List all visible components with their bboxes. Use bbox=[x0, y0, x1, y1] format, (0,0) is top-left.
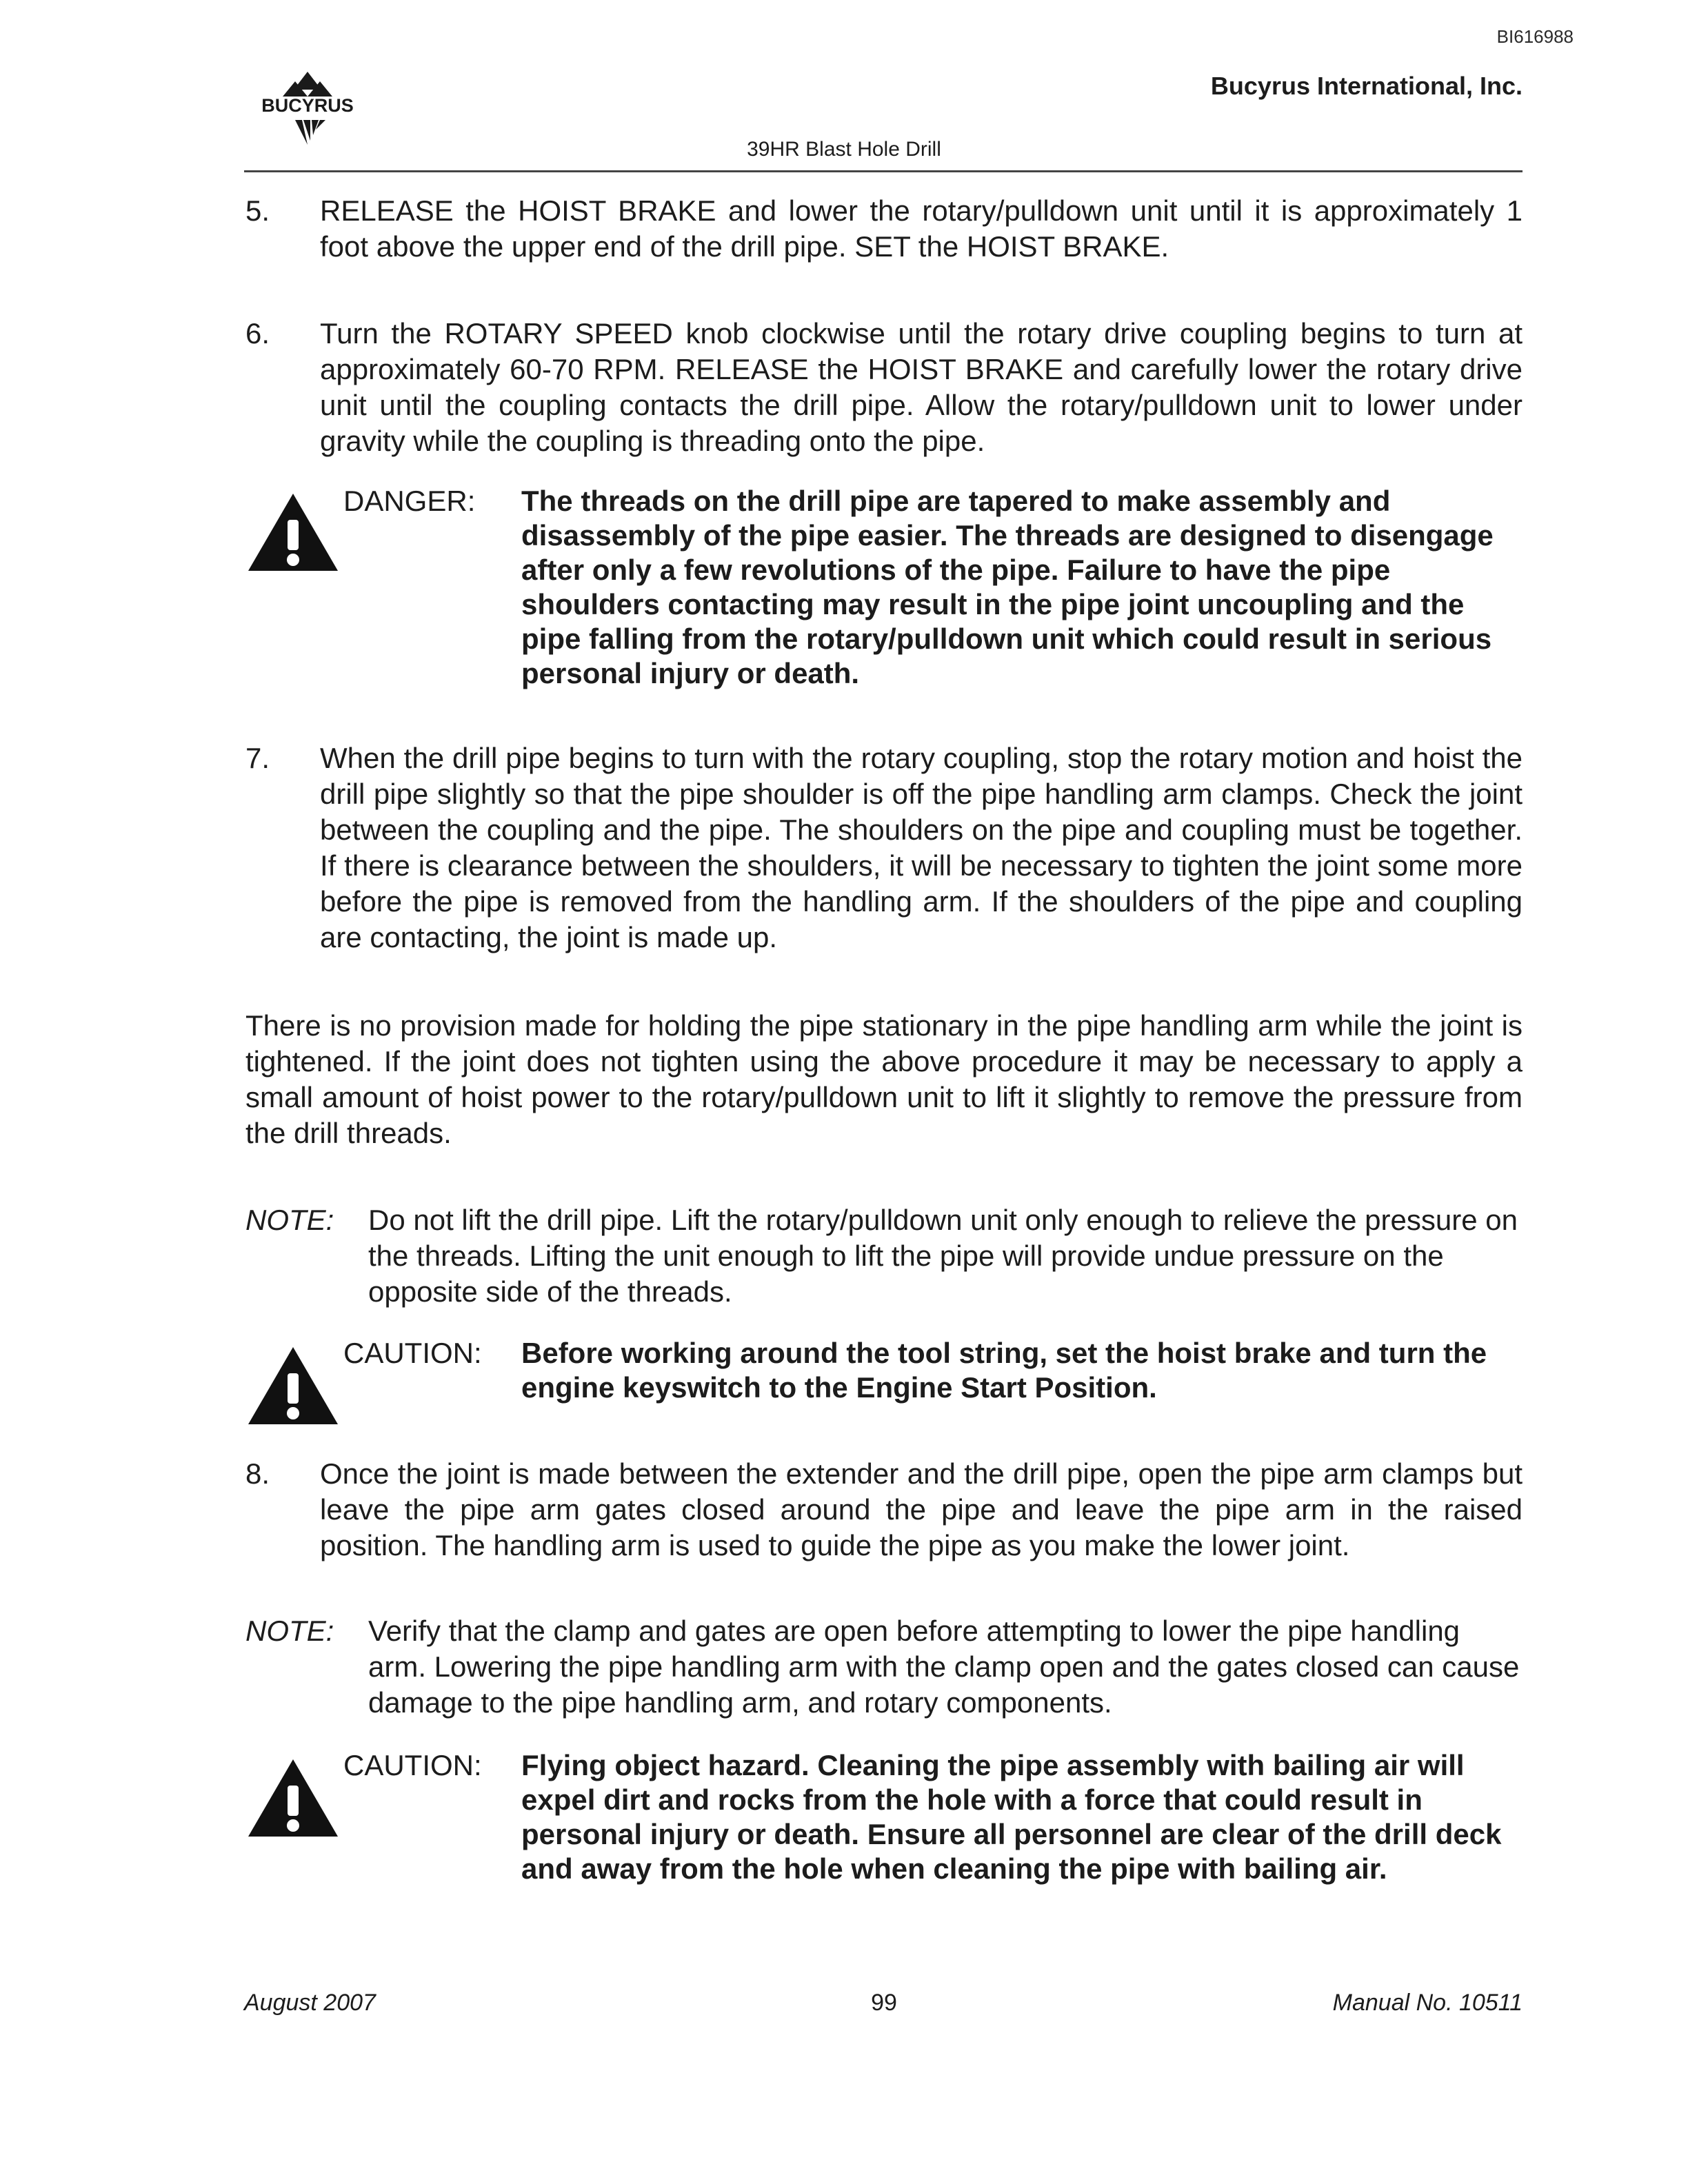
warning-triangle-icon bbox=[245, 491, 341, 574]
step-number: 8. bbox=[245, 1457, 270, 1490]
step-number: 5. bbox=[245, 194, 270, 227]
step-text: Turn the ROTARY SPEED knob clockwise until the rotary drive coupling begins to turn at approximately 60-70 RPM. RELEASE the HOIST BRAKE and carefully lower the rotary drive unit until the coupling contacts the drill pipe. Allow the rotary/pulldown unit to lower under gravity while the coupling is threading onto the pipe. bbox=[320, 317, 1523, 457]
step-number: 7. bbox=[245, 742, 270, 774]
manual-subtitle: 39HR Blast Hole Drill bbox=[747, 138, 941, 161]
danger-text: The threads on the drill pipe are tapered to make assembly and disassembly of the pipe easier. The threads are designed to disengage after only a few revolutions of the pipe. Failure to have the pipe shoulders contacting may result in the pipe joint uncoupling and the pipe falling from the rotary/pulldown unit which could result in serious personal injury or death. bbox=[521, 485, 1494, 689]
note-text: Verify that the clamp and gates are open before attempting to lower the pipe handling arm. Lowering the pipe handling arm with the clamp open and the gates closed can cause damage to the pipe handling arm, and rotary components. bbox=[368, 1615, 1520, 1719]
danger-label: DANGER: bbox=[343, 485, 476, 517]
step-text: When the drill pipe begins to turn with the rotary coupling, stop the rotary motion and hoist the drill pipe slightly so that the pipe shoulder is off the pipe handling arm clamps. Check the joint between the coupling and the pipe. The shoulders on the pipe and coupling must be together. If there is clearance between the shoulders, it will be necessary to tighten the joint some more before the pipe is removed from the handling arm. If the shoulders of the pipe and coupling are contacting, the joint is made up. bbox=[320, 742, 1523, 953]
note-label: NOTE: bbox=[245, 1204, 334, 1236]
body-paragraph: There is no provision made for holding the pipe stationary in the pipe handling arm while the joint is tightened. If the joint does not tighten using the above procedure it may be necessary to apply a small amount of hoist power to the rotary/pulldown unit to lift it slightly to remove the pressure from the drill threads. bbox=[245, 1009, 1523, 1149]
caution-label: CAUTION: bbox=[343, 1749, 482, 1781]
step-text: Once the joint is made between the extender and the drill pipe, open the pipe arm clamps but leave the pipe arm gates closed around the pipe and leave the pipe arm in the raised position. The handling arm is used to guide the pipe as you make the lower joint. bbox=[320, 1457, 1523, 1561]
note-text: Do not lift the drill pipe. Lift the rotary/pulldown unit only enough to relieve the pressure on the threads. Lifting the unit enough to lift the pipe will provide undue pressure on the opposite side of the threads. bbox=[368, 1204, 1518, 1308]
header-divider bbox=[244, 170, 1523, 172]
logo-wordmark: BUCYRUS bbox=[261, 95, 354, 116]
page-number: 99 bbox=[871, 1990, 897, 2016]
note-label: NOTE: bbox=[245, 1615, 334, 1647]
manual-number: Manual No. 10511 bbox=[1332, 1990, 1523, 2016]
caution-label: CAUTION: bbox=[343, 1337, 482, 1369]
step-number: 6. bbox=[245, 317, 270, 350]
bucyrus-logo bbox=[244, 69, 371, 149]
warning-triangle-icon bbox=[245, 1757, 341, 1839]
caution-text: Flying object hazard. Cleaning the pipe assembly with bailing air will expel dirt and rocks from the hole with a force that could result in personal injury or death. Ensure all personnel are clear of the drill deck and away from the hole when cleaning the pipe with bailing air. bbox=[521, 1749, 1502, 1885]
footer-date: August 2007 bbox=[244, 1990, 376, 2016]
step-text: RELEASE the HOIST BRAKE and lower the rotary/pulldown unit until it is approximately 1 foot above the upper end of the drill pipe. SET the HOIST BRAKE. bbox=[320, 194, 1523, 263]
company-name: Bucyrus International, Inc. bbox=[1210, 72, 1523, 100]
document-id: BI616988 bbox=[1496, 26, 1574, 47]
caution-text: Before working around the tool string, set the hoist brake and turn the engine keyswitch to the Engine Start Position. bbox=[521, 1337, 1487, 1404]
warning-triangle-icon bbox=[245, 1344, 341, 1427]
